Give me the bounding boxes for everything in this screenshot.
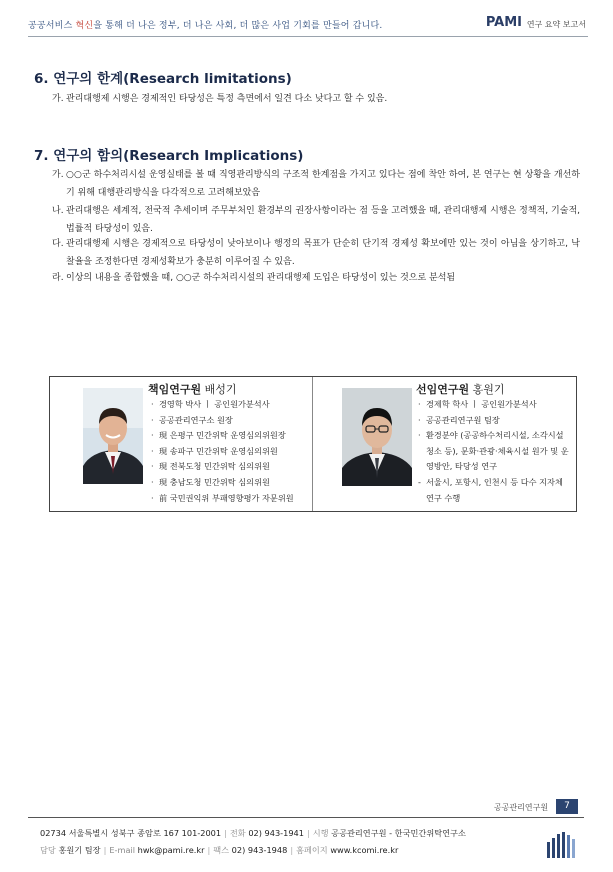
fax-label: 팩스 (213, 845, 230, 855)
email-label: E-mail (109, 845, 136, 855)
footer-contact-line: 담당 홍원기 팀장 | E-mail hwk@pami.re.kr | 팩스 02) 943-1948 | 홈페이지 www.kcomi.re.kr (40, 845, 399, 855)
cv-item: · 공공관리연구소 원장 (151, 413, 309, 429)
manager-label: 담당 (40, 845, 56, 855)
tagline-highlight: 혁신 (75, 21, 94, 31)
report-type: 연구 요약 보고서 (526, 20, 586, 29)
researcher-photo (83, 388, 143, 484)
researcher-role: 책임연구원 (148, 383, 202, 396)
section-6-title: 6. 연구의 한계(Research limitations) (34, 71, 292, 87)
researcher-photo (342, 388, 412, 486)
item-text: 관리대행제 시행은 경제적인 타당성은 특정 측면에서 일견 다소 낮다고 할 수 있음. (66, 94, 388, 104)
exec-label: 시행 (312, 828, 329, 838)
brand-name: PAMI (485, 15, 522, 30)
manager: 홍원기 팀장 (58, 845, 101, 855)
page-number: 7 (556, 799, 578, 814)
tel: 02) 943-1941 (248, 828, 304, 838)
researcher-name: 배성기 (204, 383, 237, 396)
cv-item: - 서울시, 포항시, 인천시 등 다수 지자체 연구 수행 (418, 475, 570, 506)
exec-org: 공공관리연구원 - 한국민간위탁연구소 (331, 828, 466, 838)
pami-logo-icon (545, 830, 579, 858)
cv-item: · 前 국민권익위 부패영향평가 자문위원 (151, 491, 309, 507)
cv-item: · 現 전북도청 민간위탁 심의위원 (151, 459, 309, 475)
item-text: ○○군 하수처리시설 운영실태를 볼 때 직영관리방식의 구조적 한계점을 가지고 있다는 점에 착안 하여, 본 연구는 현 상황을 개선하기 위해 대행관리방식을 다각적으로 고려해보았음 (66, 170, 580, 198)
researcher-name: 홍원기 (472, 383, 505, 396)
tel-label: 전화 (229, 828, 246, 838)
item-mark: 가. (52, 94, 64, 104)
section-7-item (52, 202, 580, 238)
cv-item: · 경영학 박사 ㅣ 공인원가분석사 (151, 397, 309, 413)
researcher-cv (418, 397, 570, 506)
email[interactable]: hwk@pami.re.kr (137, 845, 205, 855)
person-portrait-icon (83, 388, 143, 484)
footer-address-line: 02734 서울특별시 성북구 종암로 167 101-2001 | 전화 02) 943-1941 | 시행 공공관리연구원 - 한국민간위탁연구소 (40, 828, 466, 838)
researcher-name-line (148, 381, 237, 397)
item-mark: 가. (52, 170, 64, 180)
box-divider (312, 377, 313, 511)
web-label: 홈페이지 (296, 845, 328, 855)
person-portrait-icon (342, 388, 412, 486)
cv-item: · 現 충남도청 민간위탁 심의위원 (151, 475, 309, 491)
item-text: 관리대행은 세계적, 전국적 추세이며 주무부처인 환경부의 권장사항이라는 점 등을 고려했을 때, 관리대행제 시행은 정책적, 기술적, 법률적 타당성이 있음. (66, 206, 580, 234)
cv-item: · 환경분야 (공공하수처리시설, 소각시설 청소 등), 문화·관광·체육시설 원가 및 운영방안, 타당성 연구 (418, 428, 570, 475)
section-7-item (52, 235, 580, 271)
item-text: 이상의 내용을 종합했을 때, ○○군 하수처리시설의 관리대행제 도입은 타당성이 있는 것으로 분석됨 (66, 273, 456, 283)
researcher-name-line (416, 381, 505, 397)
item-mark: 라. (52, 273, 64, 283)
item-text: 관리대행제 시행은 경제적으로 타당성이 낮아보이나 행정의 목표가 단순히 단기적 경제성 확보에만 있는 것이 아님을 상기하고, 낙찰율을 조정한다면 경제성확보가 충분히 이루어질 수 있음. (66, 239, 580, 267)
tagline-pre: 공공서비스 (28, 21, 76, 31)
cv-item: · 現 송파구 민간위탁 운영심의위원 (151, 444, 309, 460)
section-7-title: 7. 연구의 함의(Research Implications) (34, 148, 304, 164)
header-tagline (28, 18, 382, 31)
fax: 02) 943-1948 (231, 845, 288, 855)
section-6-item (52, 90, 580, 108)
address: 02734 서울특별시 성북구 종암로 167 101-2001 (40, 828, 222, 838)
website[interactable]: www.kcomi.re.kr (330, 845, 399, 855)
page-header (28, 14, 588, 37)
researcher-cv (151, 397, 309, 506)
cv-item: · 現 은평구 민간위탁 운영심의위원장 (151, 428, 309, 444)
researcher-role: 선임연구원 (416, 383, 470, 396)
item-mark: 나. (52, 206, 64, 216)
section-7-item (52, 166, 580, 202)
researchers-box (49, 376, 577, 512)
section-7-item (52, 269, 580, 287)
tagline-post: 을 통해 더 나은 정부, 더 나은 사회, 더 많은 사업 기회를 만들어 갑니다. (93, 21, 383, 31)
item-mark: 다. (52, 239, 64, 249)
footer-org: 공공관리연구원 (494, 803, 549, 812)
footer-divider (28, 817, 584, 818)
cv-item: · 경제학 학사 ㅣ 공인원가분석사 (418, 397, 570, 413)
cv-item: · 공공관리연구원 팀장 (418, 413, 570, 429)
